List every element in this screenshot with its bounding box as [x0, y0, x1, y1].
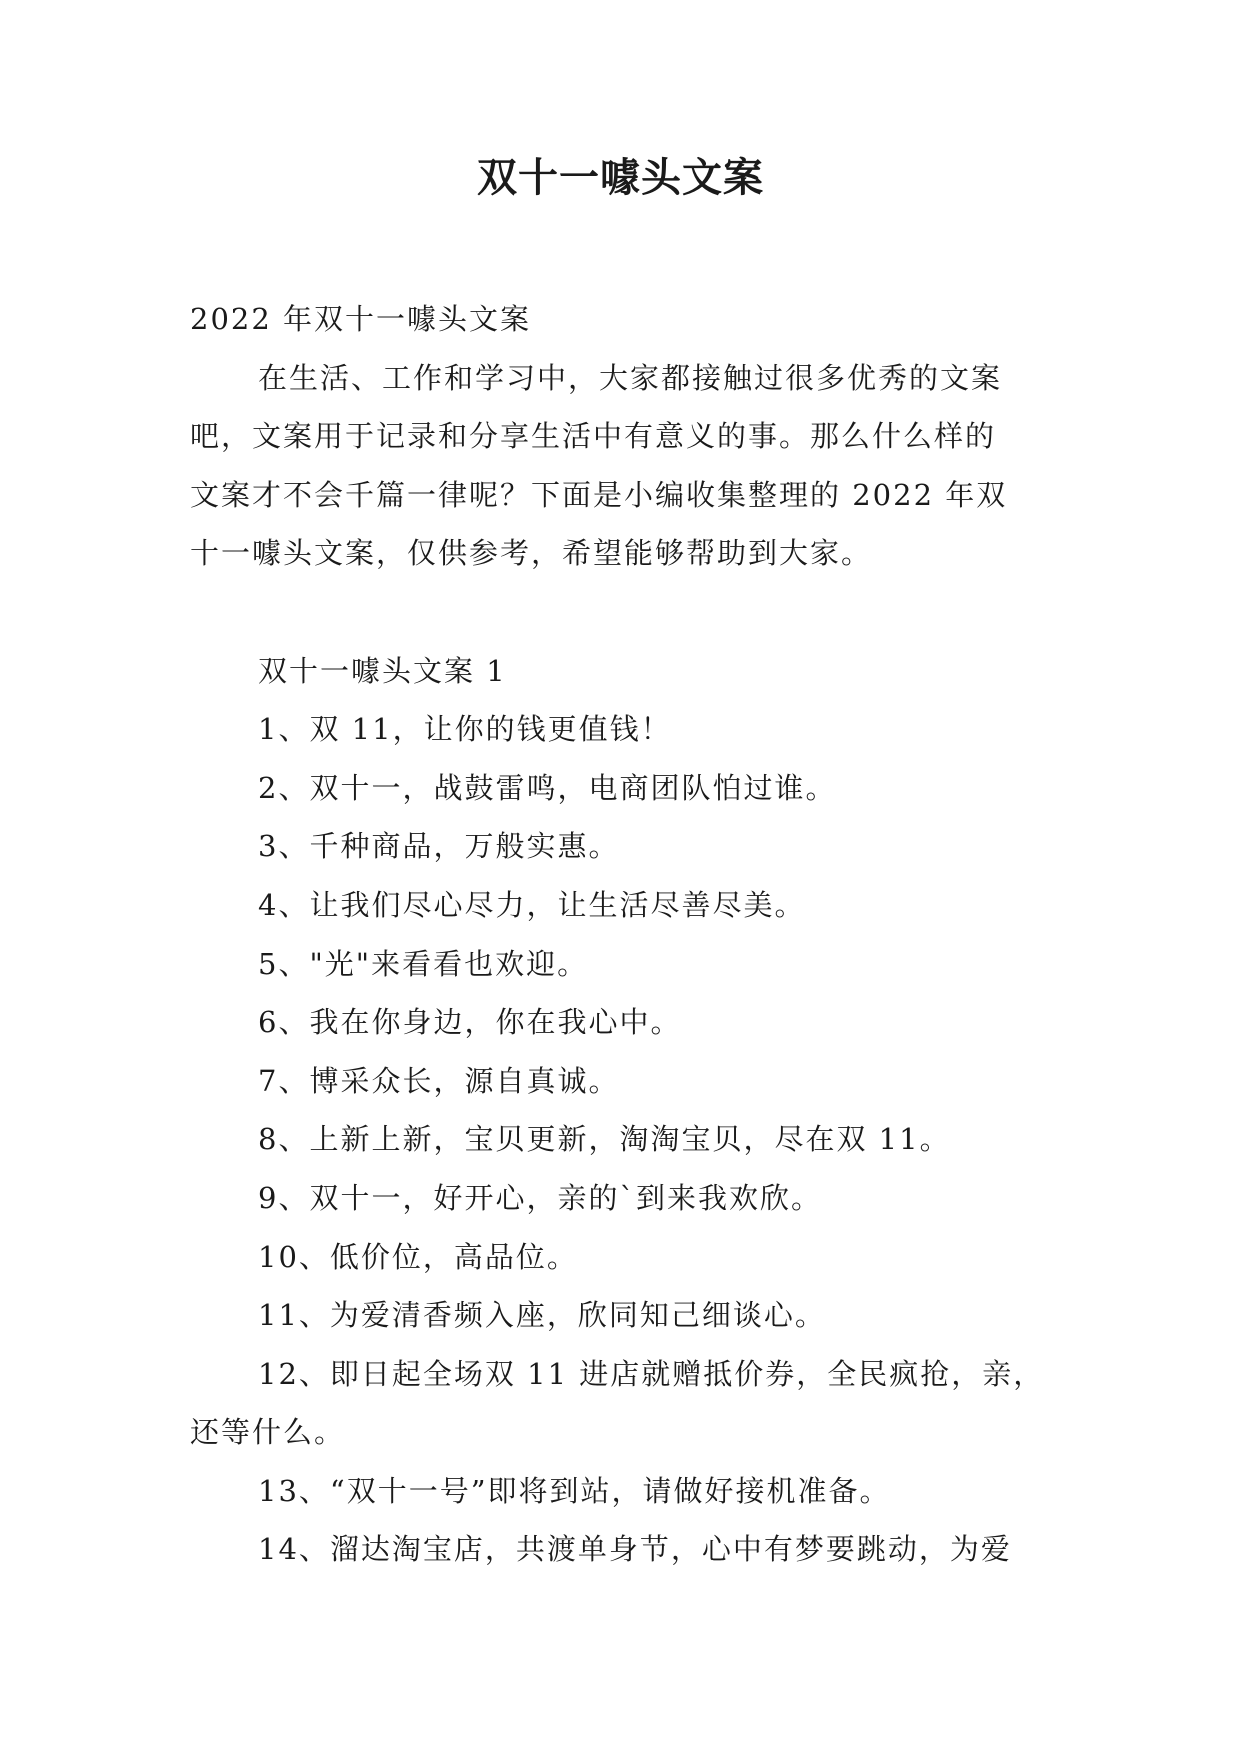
paragraph-gap: [190, 583, 1060, 642]
list-item: 5、"光"来看看也欢迎。: [258, 946, 589, 981]
list-item: 11、为爱清香频入座，欣同知己细谈心。: [258, 1298, 826, 1333]
list-item: 3、千种商品，万般实惠。: [258, 829, 620, 864]
document-body: [190, 290, 1060, 1579]
subtitle: 2022 年双十一噱头文案: [190, 302, 532, 336]
list-item: 12、即日起全场双 11 进店就赠抵价券，全民疯抢，亲，: [258, 1356, 1045, 1391]
list-item: 9、双十一，好开心，亲的`到来我欢欣。: [258, 1180, 822, 1215]
section-heading: 双十一噱头文案 1: [258, 653, 507, 688]
list-item: 1、双 11，让你的钱更值钱！: [258, 712, 672, 747]
intro-line: 文案才不会千篇一律呢？下面是小编收集整理的 2022 年双: [190, 477, 1008, 512]
document-title: 双十一噱头文案: [477, 155, 764, 201]
list-item: 8、上新上新，宝贝更新，淘淘宝贝，尽在双 11。: [258, 1122, 951, 1157]
list-item: 6、我在你身边，你在我心中。: [258, 1005, 682, 1040]
list-item: 7、博采众长，源自真诚。: [258, 1063, 620, 1098]
list-item-continuation: 还等什么。: [190, 1415, 346, 1450]
intro-line: 在生活、工作和学习中，大家都接触过很多优秀的文案: [258, 360, 1003, 395]
list-item: 14、溜达淘宝店，共渡单身节，心中有梦要跳动，为爱: [258, 1532, 1012, 1567]
list-item: 13、“双十一号”即将到站，请做好接机准备。: [258, 1473, 891, 1508]
list-item: 4、让我们尽心尽力，让生活尽善尽美。: [258, 887, 806, 922]
list-item: 2、双十一，战鼓雷鸣，电商团队怕过谁。: [258, 770, 837, 805]
intro-line: 吧，文案用于记录和分享生活中有意义的事。那么什么样的: [190, 419, 997, 454]
intro-line: 十一噱头文案，仅供参考，希望能够帮助到大家。: [190, 536, 873, 571]
list-item: 10、低价位，高品位。: [258, 1239, 578, 1274]
